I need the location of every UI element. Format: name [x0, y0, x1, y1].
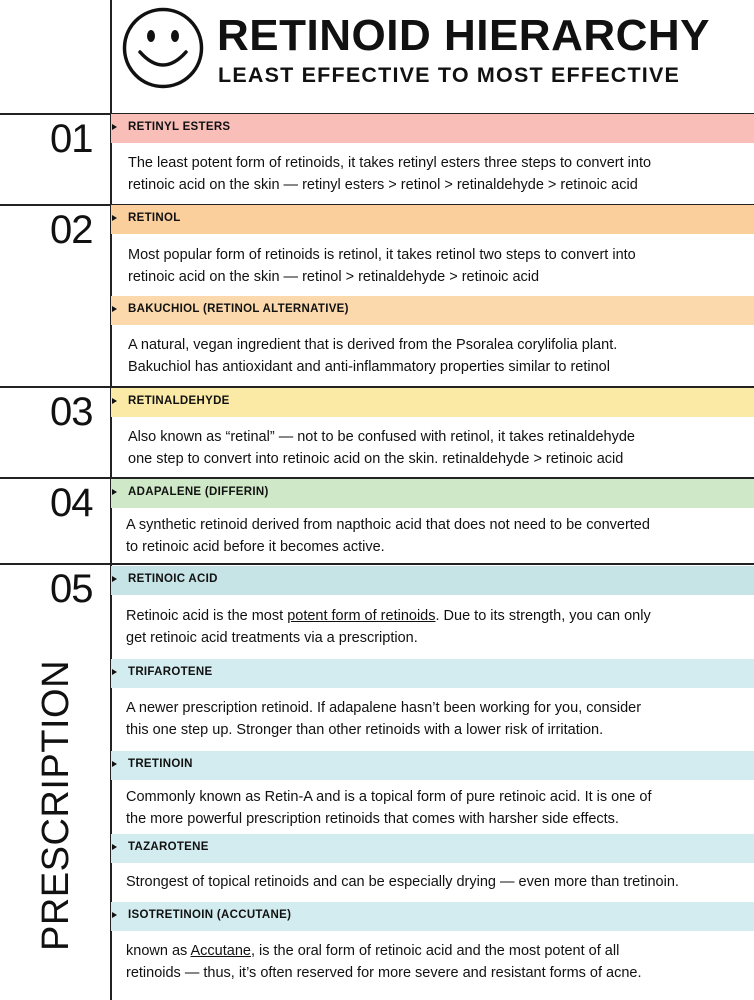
- category-description: Most popular form of retinoids is retinol, it takes retinol two steps to convert into retinoic acid on the skin — retinol > retinaldehyde > retinoic acid: [128, 247, 636, 285]
- page-title: RETINOID HIERARCHY: [217, 11, 711, 60]
- category-description: Commonly known as Retin-A and is a topical form of pure retinoic acid. It is one of the more powerful prescription retinoids that comes with harsher side effects.: [126, 789, 652, 827]
- section-number: 03: [50, 390, 93, 434]
- section-number: 02: [50, 208, 93, 252]
- accutane-link[interactable]: Accutane: [190, 943, 251, 959]
- category-label: RETINALDEHYDE: [128, 395, 230, 407]
- category-description: Strongest of topical retinoids and can be especially drying — even more than tretinoin.: [126, 874, 679, 890]
- category-description: The least potent form of retinoids, it takes retinyl esters three steps to convert into retinoic acid on the skin — retinyl esters > retinol > retinaldehyde > retinoic acid: [128, 155, 652, 193]
- section-number: 04: [50, 481, 93, 525]
- category-bar-trifarotene: [111, 659, 754, 688]
- prescription-side-label: PRESCRIPTION: [35, 659, 77, 951]
- category-bar-isotretinoin: [111, 902, 754, 931]
- category-description: known as Accutane, is the oral form of retinoic acid and the most potent of all retinoids — thus, it’s often reserved for more severe and resistant forms of acne.: [126, 943, 642, 981]
- category-label: ADAPALENE (DIFFERIN): [128, 486, 269, 498]
- category-bar-tretinoin: [111, 751, 754, 780]
- category-label: TRIFAROTENE: [128, 666, 213, 678]
- section-number: 01: [50, 117, 93, 161]
- category-description: Also known as “retinal” — not to be confused with retinol, it takes retinaldehyde one step to convert into retinoic acid on the skin. retinaldehyde > retinoic acid: [128, 429, 635, 467]
- category-label: RETINYL ESTERS: [128, 121, 231, 133]
- category-description: A newer prescription retinoid. If adapalene hasn’t been working for you, consider this one step up. Stronger than other retinoids with a lower risk of irritation.: [126, 700, 642, 738]
- row-divider: [0, 563, 754, 565]
- category-description: A natural, vegan ingredient that is derived from the Psoralea corylifolia plant. Bakuchiol has antioxidant and anti-inflammatory properties similar to retinol: [128, 337, 618, 375]
- category-bar-adapalene: [111, 479, 754, 508]
- category-bar-retinaldehyde: [111, 388, 754, 417]
- category-bar-retinyl-esters: [111, 114, 754, 143]
- category-bar-retinoic-acid: [111, 566, 754, 595]
- category-description: A synthetic retinoid derived from napthoic acid that does not need to be converted to retinoic acid before it becomes active.: [126, 517, 650, 555]
- category-bar-bakuchiol: [111, 296, 754, 325]
- section-number: 05: [50, 567, 93, 611]
- category-description: Retinoic acid is the most potent form of retinoids. Due to its strength, you can only get retinoic acid treatments via a prescription.: [126, 608, 651, 646]
- page-subtitle: LEAST EFFECTIVE TO MOST EFFECTIVE: [218, 63, 681, 87]
- category-label: TRETINOIN: [128, 758, 193, 770]
- category-bar-retinol: [111, 205, 754, 234]
- category-label: RETINOIC ACID: [128, 573, 218, 585]
- smiley-face-icon: [121, 6, 205, 90]
- category-label: ISOTRETINOIN (ACCUTANE): [128, 909, 292, 921]
- category-label: BAKUCHIOL (RETINOL ALTERNATIVE): [128, 303, 349, 315]
- category-label: TAZAROTENE: [128, 841, 209, 853]
- category-bar-tazarotene: [111, 834, 754, 863]
- potent-form-link[interactable]: potent form of retinoids: [287, 608, 436, 624]
- category-label: RETINOL: [128, 212, 181, 224]
